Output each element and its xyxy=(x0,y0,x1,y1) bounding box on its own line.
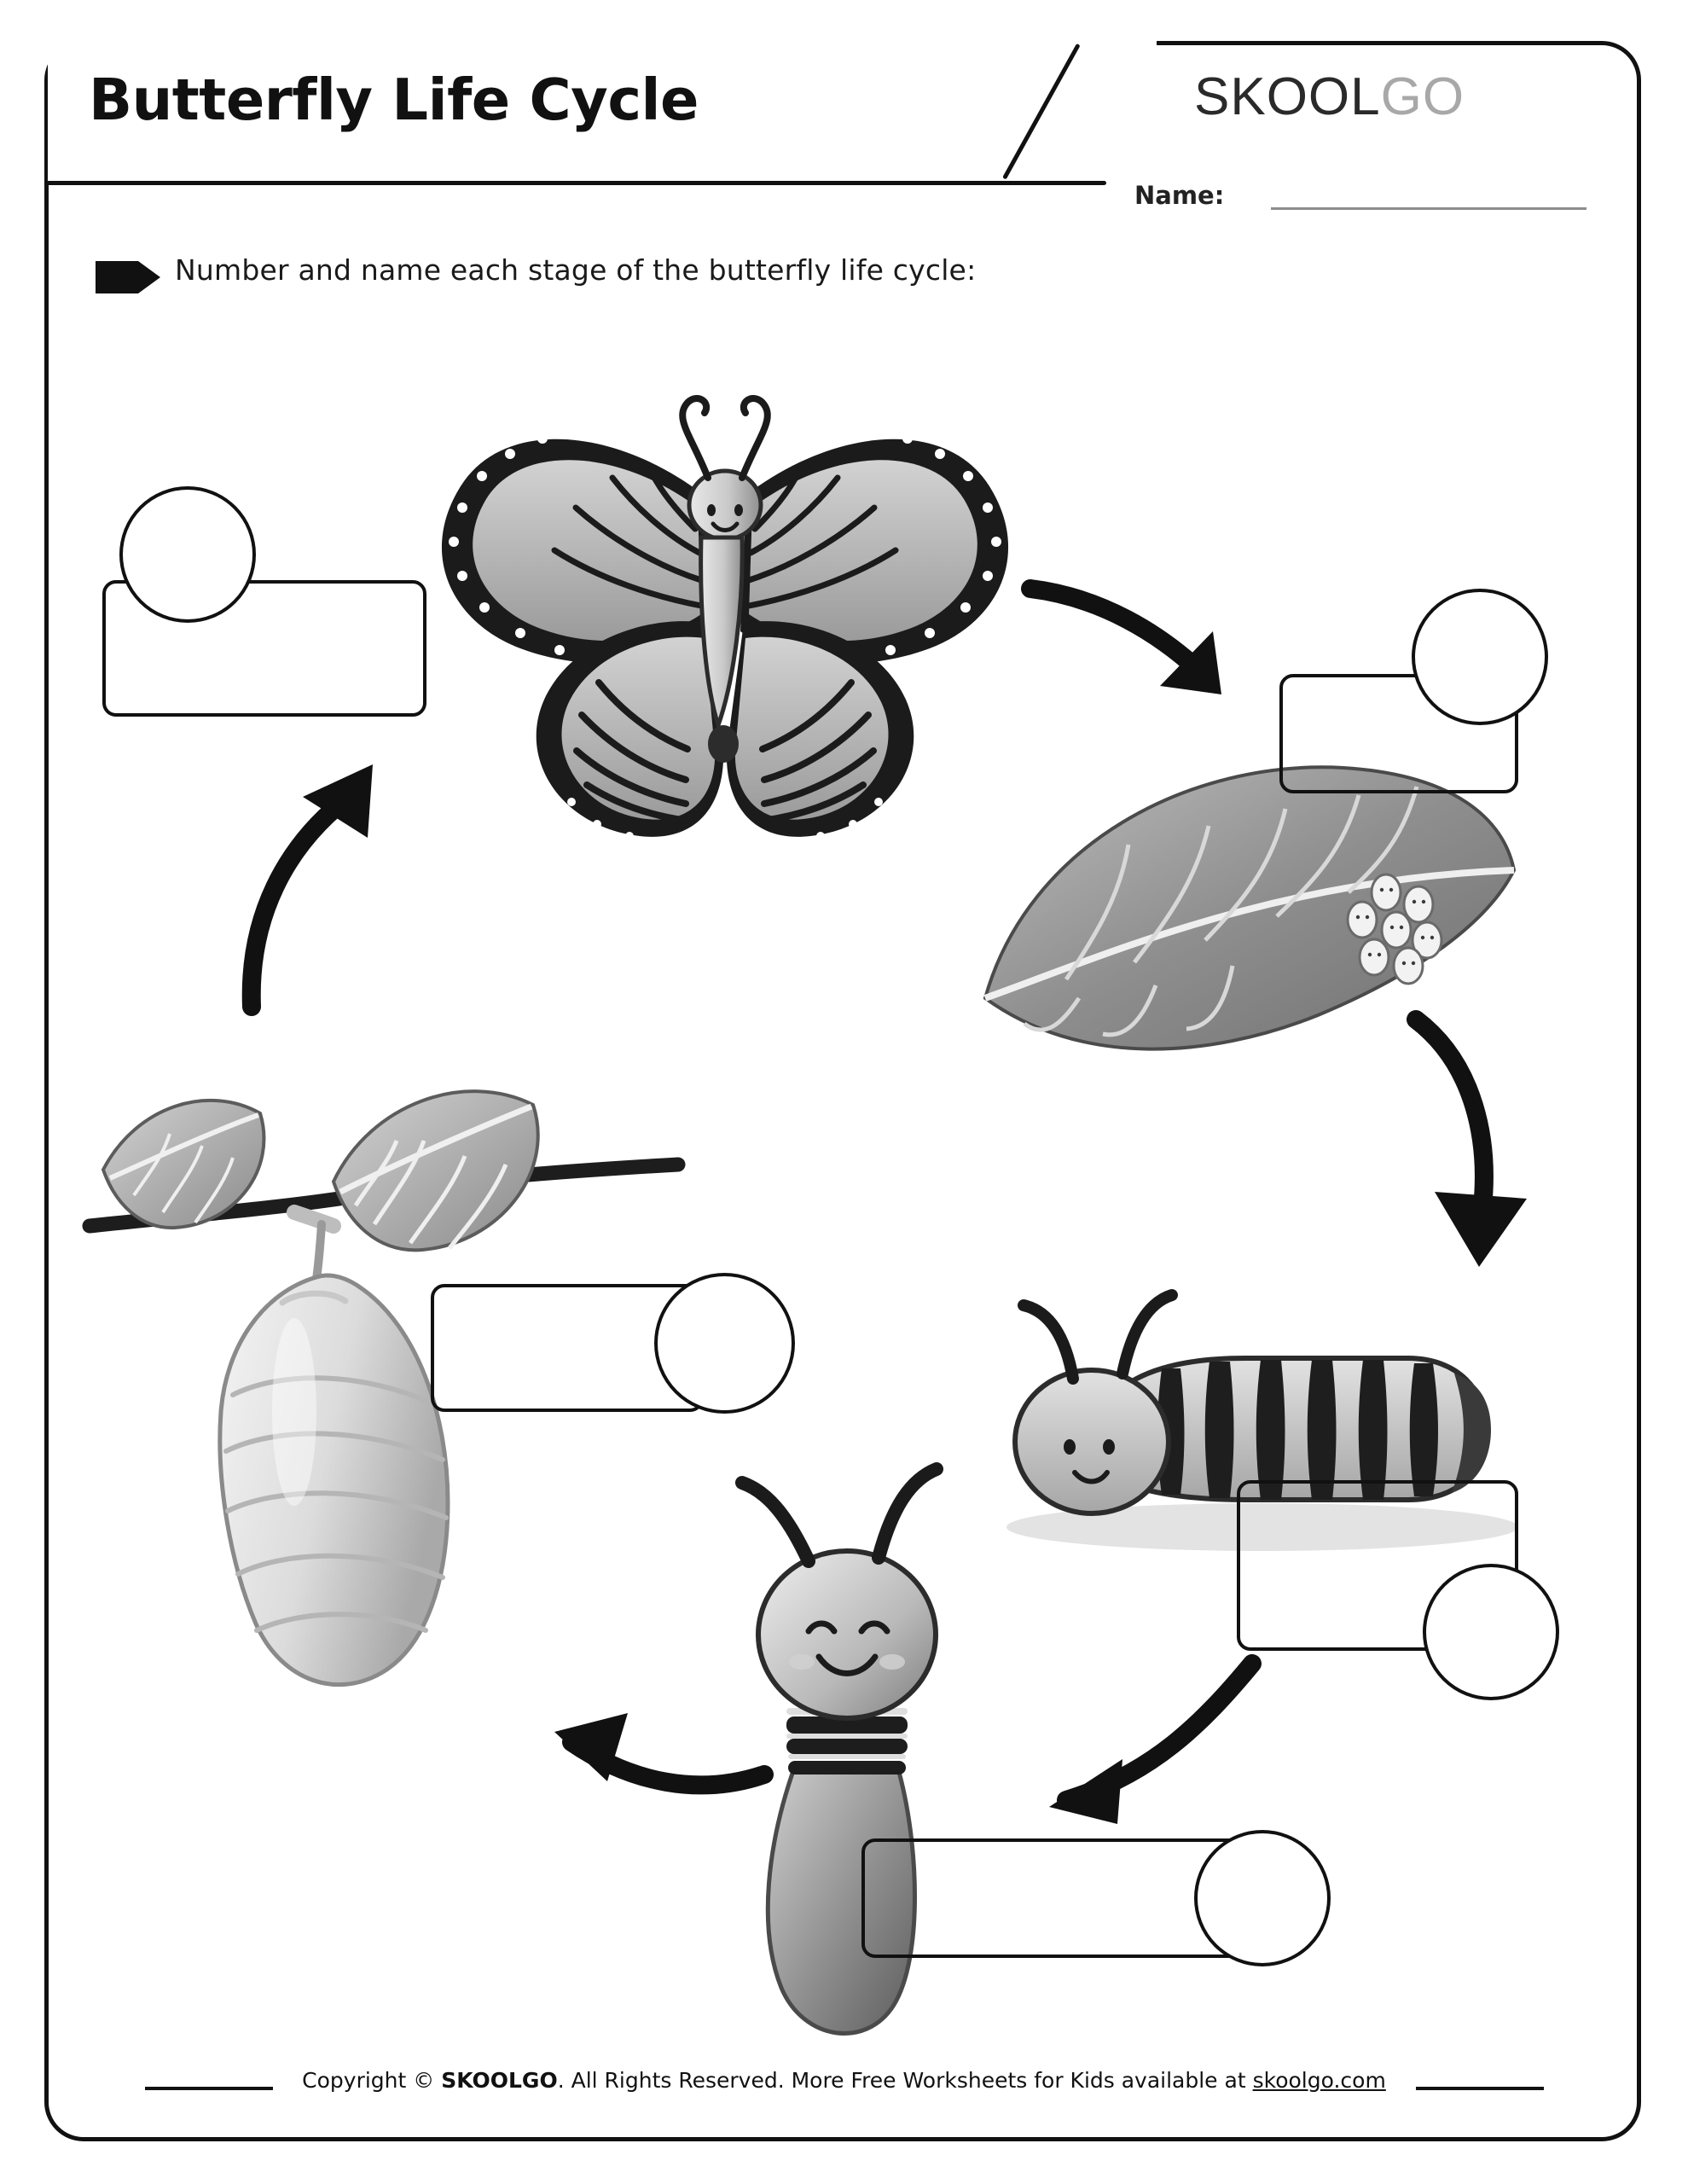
instruction-text: Number and name each stage of the butterfly life cycle: xyxy=(175,253,977,287)
brand-logo xyxy=(1194,67,1465,127)
answer-blank-chrysalis[interactable] xyxy=(431,1263,849,1433)
arrow-eggs-to-caterpillar xyxy=(1390,1011,1561,1292)
brand-skool: SKOOL xyxy=(1194,67,1381,126)
brand-go: GO xyxy=(1380,67,1465,126)
larva-answer-box[interactable] xyxy=(861,1838,1245,1958)
arrow-caterpillar-to-larva xyxy=(955,1655,1262,1826)
footer-brand: SKOOLGO xyxy=(441,2068,558,2093)
page-title: Butterfly Life Cycle xyxy=(89,67,699,133)
butterfly-number-circle[interactable] xyxy=(119,486,256,623)
eggs-number-circle[interactable] xyxy=(1412,589,1548,725)
title-underline xyxy=(44,181,1106,185)
arrow-chrysalis-to-butterfly xyxy=(226,734,448,1015)
butterfly-illustration xyxy=(401,324,1049,870)
answer-blank-butterfly[interactable] xyxy=(94,478,444,734)
answer-blank-caterpillar[interactable] xyxy=(1237,1480,1578,1736)
flag-arrow-icon xyxy=(94,258,162,297)
footer-copyright: Copyright © xyxy=(302,2068,442,2093)
footer-text xyxy=(0,2068,1688,2093)
answer-blank-larva[interactable] xyxy=(861,1817,1339,1979)
name-input-line[interactable] xyxy=(1271,207,1586,210)
arrow-butterfly-to-eggs xyxy=(1024,580,1262,717)
footer-link[interactable]: skoolgo.com xyxy=(1252,2068,1386,2093)
footer-rest: . All Rights Reserved. More Free Worksheets for Kids available at xyxy=(557,2068,1253,2093)
larva-number-circle[interactable] xyxy=(1194,1830,1331,1966)
name-label: Name: xyxy=(1134,181,1225,210)
answer-blank-eggs[interactable] xyxy=(1279,589,1561,810)
caterpillar-number-circle[interactable] xyxy=(1423,1564,1559,1700)
arrow-larva-to-chrysalis xyxy=(461,1647,776,1809)
chrysalis-number-circle[interactable] xyxy=(654,1273,795,1414)
